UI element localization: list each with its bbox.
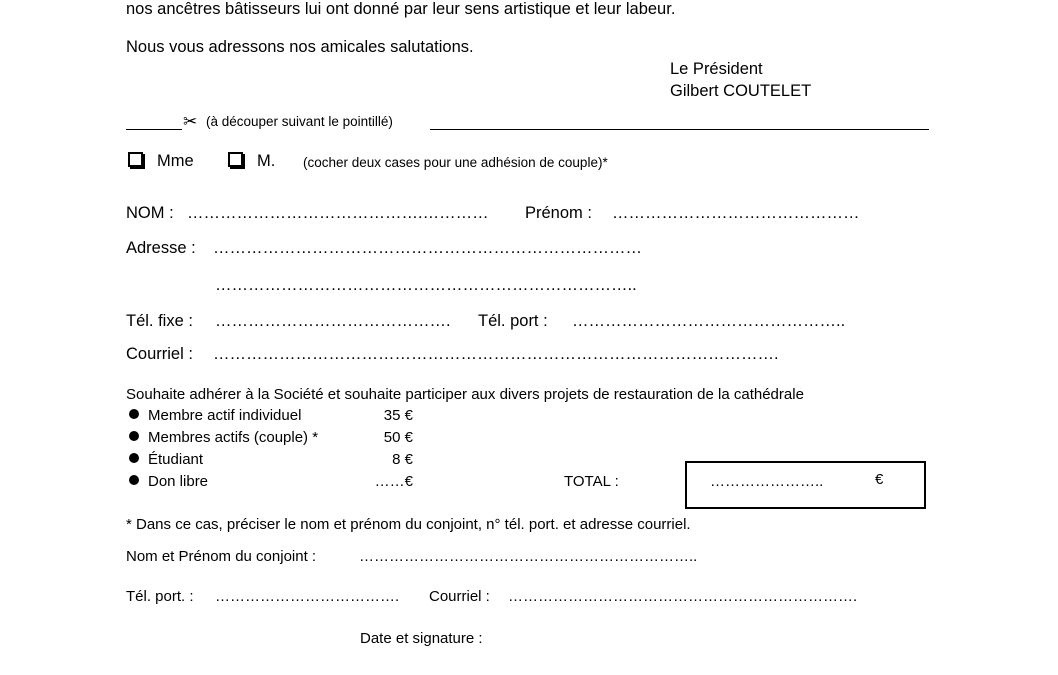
bullet-icon bbox=[129, 453, 139, 463]
nom-label: NOM : bbox=[126, 204, 174, 222]
checkbox-mme-row[interactable] bbox=[128, 152, 194, 171]
membership-option-label: Étudiant bbox=[148, 451, 204, 468]
signatory-name: Gilbert COUTELET bbox=[670, 82, 812, 100]
option-mme-label: Mme bbox=[157, 152, 194, 170]
tel-fixe-field[interactable]: ……………………………………. bbox=[215, 312, 451, 330]
bullet-icon bbox=[129, 475, 139, 485]
adresse-field-line1[interactable]: …………………………………………………………………… bbox=[213, 239, 642, 257]
membership-option-label: Membre actif individuel bbox=[148, 407, 302, 424]
bullet-icon bbox=[129, 431, 139, 441]
cut-line-left bbox=[126, 129, 182, 130]
cut-instruction: (à découper suivant le pointillé) bbox=[206, 114, 393, 129]
letter-salutation: Nous vous adressons nos amicales salutations. bbox=[126, 38, 474, 56]
conjoint-courriel-label: Courriel : bbox=[429, 588, 490, 605]
courriel-label: Courriel : bbox=[126, 345, 193, 363]
scissors-icon: ✂ bbox=[183, 112, 198, 131]
membership-option-price[interactable]: ……€ bbox=[374, 473, 413, 490]
checkbox-mme[interactable] bbox=[128, 152, 143, 167]
footnote: * Dans ce cas, préciser le nom et prénom du conjoint, n° tél. port. et adresse courriel. bbox=[126, 516, 691, 533]
total-label: TOTAL : bbox=[564, 473, 619, 490]
letter-intro-line: nos ancêtres bâtisseurs lui ont donné par leur sens artistique et leur labeur. bbox=[126, 0, 676, 18]
membership-option-price: 35 € bbox=[383, 407, 413, 424]
total-currency: € bbox=[875, 471, 884, 488]
membership-intro: Souhaite adhérer à la Société et souhaite participer aux divers projets de restauration de la cathédrale bbox=[126, 386, 804, 403]
conjoint-tel-label: Tél. port. : bbox=[126, 588, 194, 605]
membership-option-price: 8 € bbox=[392, 451, 413, 468]
cut-line-right bbox=[430, 129, 929, 130]
prenom-label: Prénom : bbox=[525, 204, 592, 222]
couple-note: (cocher deux cases pour une adhésion de couple)* bbox=[303, 155, 608, 170]
adresse-label: Adresse : bbox=[126, 239, 196, 257]
total-field[interactable]: ………………….. bbox=[710, 473, 824, 490]
prenom-field[interactable]: ……………………………………… bbox=[612, 204, 860, 222]
tel-fixe-label: Tél. fixe : bbox=[126, 312, 193, 330]
conjoint-tel-field[interactable]: ………………………………. bbox=[215, 588, 400, 605]
bullet-icon bbox=[129, 409, 139, 419]
conjoint-courriel-field[interactable]: ……………………………………………………………. bbox=[508, 588, 858, 605]
courriel-field[interactable]: …………………………………………………………………………………………. bbox=[213, 345, 779, 363]
option-m-label: M. bbox=[257, 152, 276, 170]
conjoint-label: Nom et Prénom du conjoint : bbox=[126, 548, 317, 565]
conjoint-field[interactable]: ………………………………………………………….. bbox=[359, 548, 698, 565]
tel-port-field[interactable]: ………………………………………….. bbox=[572, 312, 846, 330]
checkbox-m-row[interactable] bbox=[228, 152, 275, 171]
checkbox-m[interactable] bbox=[228, 152, 243, 167]
membership-option-label: Don libre bbox=[148, 473, 209, 490]
tel-port-label: Tél. port : bbox=[478, 312, 548, 330]
signatory-title: Le Président bbox=[670, 60, 763, 78]
nom-field[interactable]: …………………………………….………… bbox=[187, 204, 489, 222]
membership-option-price: 50 € bbox=[383, 429, 413, 446]
adresse-field-line2[interactable]: ………………………………………………………………….. bbox=[215, 276, 637, 294]
date-signature-label: Date et signature : bbox=[360, 630, 483, 647]
membership-option-label: Membres actifs (couple) * bbox=[148, 429, 319, 446]
